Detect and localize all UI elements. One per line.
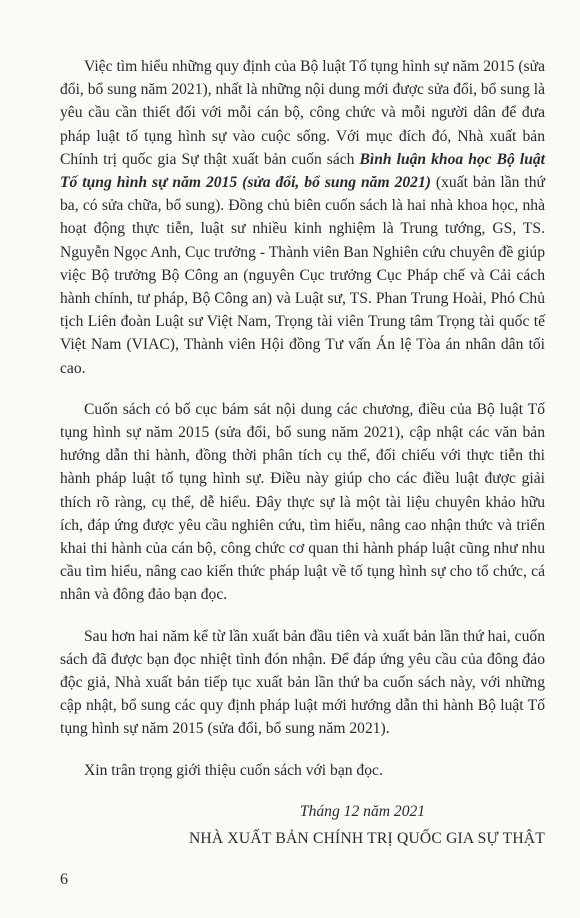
paragraph-text: Xin trân trọng giới thiệu cuốn sách với bạn đọc. <box>84 761 383 779</box>
paragraph-closing <box>60 759 545 782</box>
page-content <box>60 55 545 850</box>
paragraph-text: Việc tìm hiểu những quy định của Bộ luật Tố tụng hình sự năm 2015 (sửa đổi, bổ sung năm 2021), nhất là những nội dung mới được sửa đổi, bổ sung là yêu cầu cần thiết đối với mỗi cán bộ, công chức và mỗi người dân để đưa pháp luật tố tụng hình sự vào cuộc sống. Với mục đích đó, Nhà xuất bản Chính trị quốc gia Sự thật xuất bản cuốn sách <box>60 58 545 168</box>
page-number: 6 <box>60 871 68 888</box>
paragraph-text: Cuốn sách có bố cục bám sát nội dung các chương, điều của Bộ luật Tố tụng hình sự năm 2015 (sửa đổi, bổ sung năm 2021), cập nhật các văn bản hướng dẫn thi hành, đồng thời phân tích cụ thể, đối chiếu với thực tiễn thi hành pháp luật tố tụng hình sự. Điều này giúp cho các điều luật được giải thích rõ ràng, cụ thể, dễ hiểu. Đây thực sự là một tài liệu chuyên khảo hữu ích, đáp ứng được yêu cầu nghiên cứu, tìm hiểu, nâng cao nhận thức và triển khai thi hành của cán bộ, công chức cơ quan thi hành pháp luật cũng như nhu cầu tìm hiểu, nâng cao kiến thức pháp luật về tố tụng hình sự cho tổ chức, cá nhân và đông đảo bạn đọc. <box>60 400 545 604</box>
signature-date: Tháng 12 năm 2021 <box>299 802 426 820</box>
signature-publisher: NHÀ XUẤT BẢN CHÍNH TRỊ QUỐC GIA SỰ THẬT <box>188 829 545 847</box>
paragraph-text: (xuất bản lần thứ ba, có sửa chữa, bổ sung). Đồng chủ biên cuốn sách là hai nhà khoa học, nhà hoạt động thực tiễn, luật sư nhiều kinh nghiệm là Trung tướng, GS, TS. Nguyễn Ngọc Anh, Cục trưởng - Thành viên Ban Nghiên cứu chuyên đề giúp việc Bộ trưởng Bộ Công an (nguyên Cục trưởng Cục Pháp chế và Cải cách hành chính, tư pháp, Bộ Công an) và Luật sư, TS. Phan Trung Hoài, Phó Chủ tịch Liên đoàn Luật sư Việt Nam, Trọng tài viên Trung tâm Trọng tài quốc tế Việt Nam (VIAC), Thành viên Hội đồng Tư vấn Án lệ Tòa án nhân dân tối cao. <box>60 174 545 377</box>
paragraph-third-edition <box>60 625 545 741</box>
paragraph-introduction <box>60 55 545 380</box>
paragraph-structure <box>60 398 545 607</box>
paragraph-text: Sau hơn hai năm kể từ lần xuất bản đầu tiên và xuất bản lần thứ hai, cuốn sách đã được bạn đọc nhiệt tình đón nhận. Để đáp ứng yêu cầu của đông đảo độc giả, Nhà xuất bản tiếp tục xuất bản lần thứ ba cuốn sách này, với những cập nhật, bổ sung các quy định pháp luật mới hướng dẫn thi hành Bộ luật Tố tụng hình sự năm 2015 (sửa đổi, bổ sung năm 2021). <box>60 627 545 738</box>
book-title: Bình luận khoa học Bộ luật Tố tụng hình sự năm 2015 (sửa đổi, bổ sung năm 2021) <box>60 150 545 192</box>
